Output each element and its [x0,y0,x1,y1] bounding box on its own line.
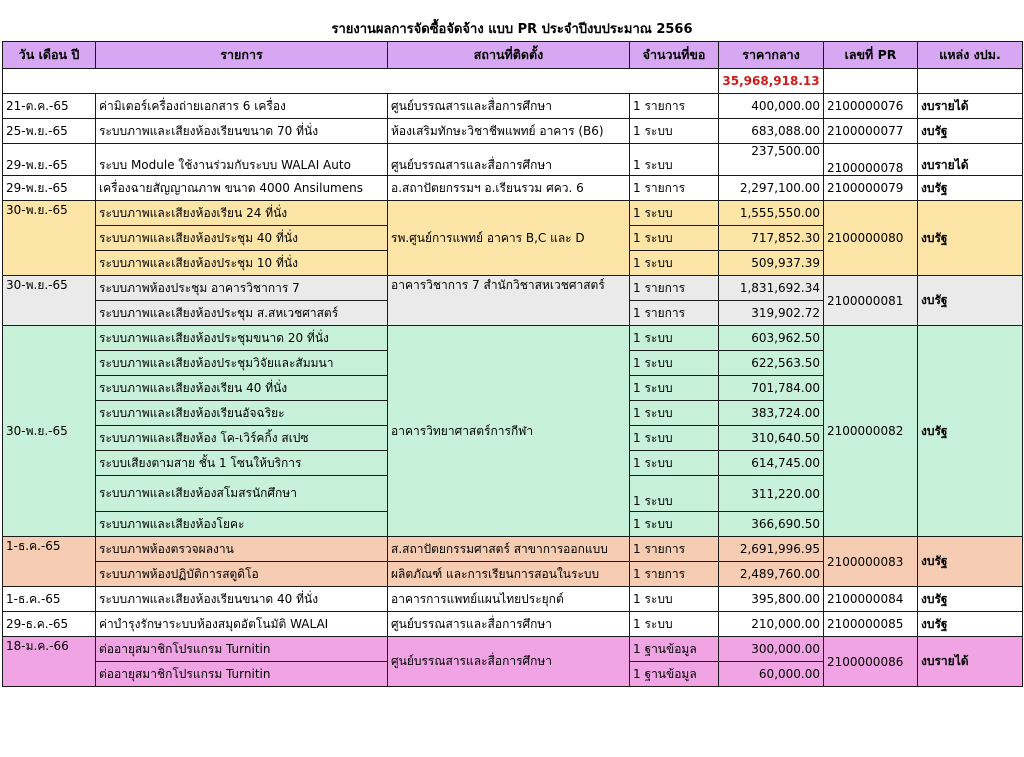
table-row [3,119,1023,144]
row-price: 311,220.00 [719,476,824,512]
row-price: 310,640.50 [719,426,824,451]
row-quantity: 1 ระบบ [630,251,719,276]
row-quantity: 1 รายการ [630,276,719,301]
table-row [3,587,1023,612]
row-price: 1,831,692.34 [719,276,824,301]
row-item: ระบบภาพและเสียงห้องประชุมวิจัยและสัมมนา [96,351,388,376]
row-date: 30-พ.ย.-65 [3,276,96,326]
row-item: ระบบภาพและเสียงห้องประชุม 10 ที่นั่ง [96,251,388,276]
total-spacer [3,69,719,94]
table-row [3,637,1023,662]
row-budget-source: งบรัฐ [918,176,1023,201]
row-price: 2,691,996.95 [719,537,824,562]
row-date: 25-พ.ย.-65 [3,119,96,144]
row-date: 29-ธ.ค.-65 [3,612,96,637]
row-pr-number: 2100000085 [824,612,918,637]
row-price: 2,297,100.00 [719,176,824,201]
row-price: 319,902.72 [719,301,824,326]
row-budget-source: งบรัฐ [918,537,1023,587]
row-date: 29-พ.ย.-65 [3,144,96,176]
row-location-continued: ผลิตภัณฑ์ และการเรียนการสอนในระบบ [388,562,630,587]
row-item: ระบบภาพและเสียงห้องเรียนขนาด 40 ที่นั่ง [96,587,388,612]
row-item: ระบบภาพและเสียงห้องโยคะ [96,512,388,537]
table-row [3,326,1023,351]
row-item: ระบบภาพและเสียงห้อง โค-เวิร์คกิ้ง สเปซ [96,426,388,451]
row-price: 237,500.00 [719,144,824,176]
row-date: 29-พ.ย.-65 [3,176,96,201]
row-price: 622,563.50 [719,351,824,376]
row-quantity: 1 ระบบ [630,401,719,426]
row-quantity: 1 ระบบ [630,326,719,351]
row-item: ระบบภาพและเสียงห้องเรียนขนาด 70 ที่นั่ง [96,119,388,144]
row-pr-number: 2100000078 [824,144,918,176]
row-price: 683,088.00 [719,119,824,144]
row-pr-number: 2100000080 [824,201,918,276]
total-empty-pr [824,69,918,94]
row-pr-number: 2100000086 [824,637,918,687]
row-pr-number: 2100000083 [824,537,918,587]
row-quantity: 1 ระบบ [630,512,719,537]
column-header-location: สถานที่ติดตั้ง [388,42,630,69]
row-location: ห้องเสริมทักษะวิชาชีพแพทย์ อาคาร (B6) [388,119,630,144]
row-price: 701,784.00 [719,376,824,401]
row-pr-number: 2100000079 [824,176,918,201]
row-quantity: 1 ระบบ [630,476,719,512]
row-item: ระบบภาพและเสียงห้องประชุม 40 ที่นั่ง [96,226,388,251]
row-price: 366,690.50 [719,512,824,537]
row-quantity: 1 รายการ [630,301,719,326]
row-item: ระบบภาพและเสียงห้องสโมสรนักศึกษา [96,476,388,512]
row-quantity: 1 ระบบ [630,226,719,251]
row-date: 1-ธ.ค.-65 [3,587,96,612]
row-quantity: 1 ระบบ [630,376,719,401]
row-budget-source: งบรายได้ [918,94,1023,119]
row-price: 60,000.00 [719,662,824,687]
row-item: ระบบภาพห้องตรวจผลงาน [96,537,388,562]
row-pr-number: 2100000082 [824,326,918,537]
row-location: อาคารวิทยาศาสตร์การกีฬา [388,326,630,537]
row-quantity: 1 ฐานข้อมูล [630,637,719,662]
row-budget-source: งบรัฐ [918,587,1023,612]
row-pr-number: 2100000076 [824,94,918,119]
row-price: 509,937.39 [719,251,824,276]
row-location: ศูนย์บรรณสารและสื่อการศึกษา [388,637,630,687]
grand-total: 35,968,918.13 [719,69,824,94]
table-row [3,201,1023,226]
header-row [3,42,1023,69]
row-budget-source: งบรัฐ [918,326,1023,537]
row-pr-number: 2100000081 [824,276,918,326]
column-header-date: วัน เดือน ปี [3,42,96,69]
table-row [3,537,1023,562]
row-item: ระบบ Module ใช้งานร่วมกับระบบ WALAI Auto [96,144,388,176]
row-budget-source: งบรัฐ [918,276,1023,326]
table-row [3,276,1023,301]
table-row [3,94,1023,119]
row-budget-source: งบรัฐ [918,201,1023,276]
row-location: อาคารวิชาการ 7 สำนักวิชาสหเวชศาสตร์ [388,276,630,326]
column-header-pr-number: เลขที่ PR [824,42,918,69]
row-budget-source: งบรายได้ [918,144,1023,176]
row-location: อ.สถาปัตยกรรมฯ อ.เรียนรวม ศคว. 6 [388,176,630,201]
row-pr-number: 2100000084 [824,587,918,612]
row-item: ระบบภาพและเสียงห้องประชุมขนาด 20 ที่นั่ง [96,326,388,351]
row-location: ศูนย์บรรณสารและสื่อการศึกษา [388,94,630,119]
row-price: 210,000.00 [719,612,824,637]
row-pr-number: 2100000077 [824,119,918,144]
row-quantity: 1 รายการ [630,537,719,562]
row-price: 395,800.00 [719,587,824,612]
row-location: ส.สถาปัตยกรรมศาสตร์ สาขาการออกแบบ [388,537,630,562]
row-location: อาคารการแพทย์แผนไทยประยุกต์ [388,587,630,612]
row-quantity: 1 รายการ [630,94,719,119]
row-item: ค่ามิเตอร์เครื่องถ่ายเอกสาร 6 เครื่อง [96,94,388,119]
column-header-budget-source: แหล่ง งปม. [918,42,1023,69]
row-price: 300,000.00 [719,637,824,662]
row-price: 383,724.00 [719,401,824,426]
row-date: 18-ม.ค.-66 [3,637,96,687]
total-row [3,69,1023,94]
row-quantity: 1 ฐานข้อมูล [630,662,719,687]
row-price: 400,000.00 [719,94,824,119]
row-price: 2,489,760.00 [719,562,824,587]
table-row [3,612,1023,637]
row-quantity: 1 ระบบ [630,426,719,451]
row-quantity: 1 รายการ [630,562,719,587]
row-date: 30-พ.ย.-65 [3,201,96,276]
row-quantity: 1 ระบบ [630,351,719,376]
row-quantity: 1 ระบบ [630,451,719,476]
row-item: เครื่องฉายสัญญาณภาพ ขนาด 4000 Ansilumens [96,176,388,201]
row-item: ระบบภาพและเสียงห้องเรียนอัจฉริยะ [96,401,388,426]
procurement-table [2,41,1023,687]
row-date: 21-ต.ค.-65 [3,94,96,119]
row-item: ระบบภาพและเสียงห้องประชุม ส.สหเวชศาสตร์ [96,301,388,326]
row-item: ต่ออายุสมาชิกโปรแกรม Turnitin [96,637,388,662]
table-row [3,176,1023,201]
row-item: ค่าบำรุงรักษาระบบห้องสมุดอัตโนมัติ WALAI [96,612,388,637]
row-quantity: 1 ระบบ [630,201,719,226]
row-price: 603,962.50 [719,326,824,351]
row-item: ระบบเสียงตามสาย ชั้น 1 โซนให้บริการ [96,451,388,476]
row-quantity: 1 รายการ [630,176,719,201]
row-quantity: 1 ระบบ [630,612,719,637]
row-budget-source: งบรายได้ [918,637,1023,687]
row-location: ศูนย์บรรณสารและสื่อการศึกษา [388,144,630,176]
row-date: 30-พ.ย.-65 [3,326,96,537]
row-price: 717,852.30 [719,226,824,251]
report-title: รายงานผลการจัดซื้อจัดจ้าง แบบ PR ประจำปีงบประมาณ 2566 [331,22,693,37]
row-item: ระบบภาพและเสียงห้องเรียน 40 ที่นั่ง [96,376,388,401]
row-date: 1-ธ.ค.-65 [3,537,96,587]
row-item: ระบบภาพและเสียงห้องเรียน 24 ที่นั่ง [96,201,388,226]
column-header-item: รายการ [96,42,388,69]
row-price: 1,555,550.00 [719,201,824,226]
row-item: ระบบภาพห้องปฏิบัติการสตูดิโอ [96,562,388,587]
total-empty-source [918,69,1023,94]
row-item: ต่ออายุสมาชิกโปรแกรม Turnitin [96,662,388,687]
row-quantity: 1 ระบบ [630,144,719,176]
row-quantity: 1 ระบบ [630,587,719,612]
row-item: ระบบภาพห้องประชุม อาคารวิชาการ 7 [96,276,388,301]
row-quantity: 1 ระบบ [630,119,719,144]
row-budget-source: งบรัฐ [918,119,1023,144]
row-budget-source: งบรัฐ [918,612,1023,637]
table-row [3,144,1023,176]
row-location: ศูนย์บรรณสารและสื่อการศึกษา [388,612,630,637]
column-header-price: ราคากลาง [719,42,824,69]
row-price: 614,745.00 [719,451,824,476]
column-header-quantity: จำนวนที่ขอ [630,42,719,69]
row-location: รพ.ศูนย์การแพทย์ อาคาร B,C และ D [388,201,630,276]
